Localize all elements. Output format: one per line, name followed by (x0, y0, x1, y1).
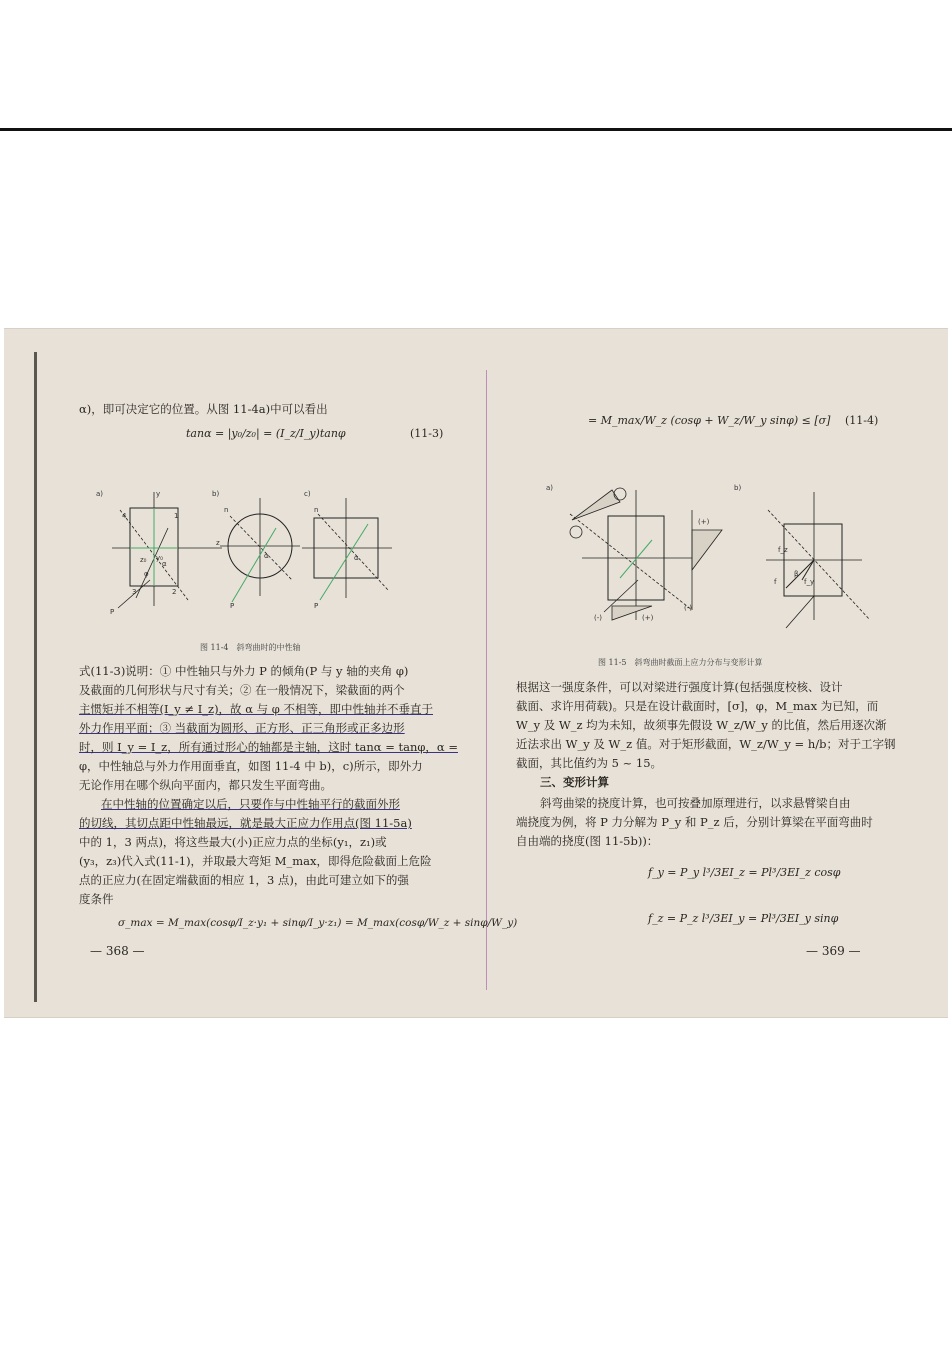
fig-label-y0: y₀ (156, 554, 163, 562)
section-heading: 三、变形计算 (540, 775, 609, 789)
fig-label-z: z (216, 539, 220, 547)
equation-11-4-number: (11-4) (845, 414, 879, 427)
figure-11-4-caption: 图 11-4 斜弯曲时的中性轴 (200, 643, 301, 652)
fig-label-4: 4 (122, 512, 127, 520)
fig-label-b: b) (212, 490, 220, 498)
left-page-number: — 368 — (90, 944, 145, 958)
fig-label-n-b: n (224, 506, 229, 514)
fig-label-n-c: n (314, 506, 319, 514)
page-fold (486, 370, 487, 990)
left-line-13: 度条件 (79, 892, 114, 906)
left-line-2: 及截面的几何形状与尺寸有关；② 在一般情况下，梁截面的两个 (79, 683, 405, 697)
fig-label-P-c: P (314, 602, 319, 610)
fig-label-1: 1 (174, 512, 179, 520)
left-line-8: 在中性轴的位置确定以后，只要作与中性轴平行的截面外形 (101, 797, 400, 811)
left-line-7: 无论作用在哪个纵向平面内，都只发生平面弯曲。 (79, 778, 332, 792)
right-line-3: 近法求出 W_y 及 W_z 值。对于矩形截面，W_z/W_y = h/b；对于工字钢 (516, 737, 896, 751)
figure-11-4 (92, 488, 452, 618)
fig5-plus-bottom: (+) (642, 614, 654, 622)
fig5-minus-right: (-) (684, 604, 692, 612)
top-rule (0, 128, 952, 131)
fig5-label-a: a) (546, 484, 554, 492)
fig5-f: f (774, 578, 777, 586)
fig-label-P: P (110, 608, 115, 616)
left-line-5: 时，则 I_y = I_z，所有通过形心的轴都是主轴，这时 tanα = tanφ，α = (79, 740, 458, 754)
fig-label-alpha-b: α (264, 552, 269, 560)
fig5-label-b: b) (734, 484, 742, 492)
fig-label-3: 3 (132, 588, 137, 596)
equation-11-3-number: (11-3) (410, 427, 444, 440)
fig5-plus-right: (+) (698, 518, 710, 526)
fig-label-alpha: α (162, 560, 167, 568)
figure-11-5-caption: 图 11-5 斜弯曲时截面上应力分布与变形计算 (598, 658, 763, 667)
fig-label-alpha-c: α (354, 554, 359, 562)
right-line2-0: 斜弯曲梁的挠度计算，也可按叠加原理进行，以求悬臂梁自由 (540, 796, 851, 810)
fig-label-P-b: P (230, 602, 235, 610)
fig5-beta: β (794, 570, 799, 578)
right-line-1: 截面、求许用荷载)。只是在设计截面时，[σ]，φ，M_max 为已知，而 (516, 699, 879, 713)
fig-label-phi: φ (144, 570, 149, 578)
left-line-0: α)，即可决定它的位置。从图 11-4a)中可以看出 (79, 402, 328, 416)
right-page-number: — 369 — (806, 944, 861, 958)
fig5-fy: f_y (804, 578, 815, 586)
equation-sigma-max: σ_max = M_max(cosφ/I_z·y₁ + sinφ/I_y·z₁) = M_max(cosφ/W_z + sinφ/W_y) (118, 917, 518, 929)
equation-fz: f_z = P_z l³/3EI_y = Pl³/3EI_y sinφ (648, 912, 839, 925)
left-line-3: 主惯矩并不相等(I_y ≠ I_z)，故 α 与 φ 不相等，即中性轴并不垂直于 (79, 702, 433, 716)
right-line2-2: 自由端的挠度(图 11-5b))： (516, 834, 659, 848)
left-line-1: 式(11-3)说明：① 中性轴只与外力 P 的倾角(P 与 y 轴的夹角 φ) (79, 664, 409, 678)
left-line-10: 中的 1，3 两点)，将这些最大(小)正应力点的坐标(y₁，z₁)或 (79, 835, 387, 849)
left-line-11: (y₃，z₃)代入式(11-1)，并取最大弯矩 M_max，即得危险截面上危险 (79, 854, 432, 868)
fig5-fz: f_z (778, 546, 788, 554)
right-line-2: W_y 及 W_z 均为未知，故须事先假设 W_z/W_y 的比值，然后用逐次渐 (516, 718, 887, 732)
right-line-0: 根据这一强度条件，可以对梁进行强度计算(包括强度校核、设计 (516, 680, 843, 694)
fig-label-2: 2 (172, 588, 177, 596)
fig-label-z0: z₀ (140, 556, 147, 564)
right-line-4: 截面，其比值约为 5 ~ 15。 (516, 756, 663, 770)
right-line2-1: 端挠度为例，将 P 力分解为 P_y 和 P_z 后，分别计算梁在平面弯曲时 (516, 815, 873, 829)
fig-label-c: c) (304, 490, 311, 498)
fig5-minus-bottom: (-) (594, 614, 602, 622)
equation-11-4: = M_max/W_z (cosφ + W_z/W_y sinφ) ≤ [σ] (588, 414, 831, 427)
equation-fy: f_y = P_y l³/3EI_z = Pl³/3EI_z cosφ (648, 866, 841, 879)
binding-edge (34, 352, 37, 1002)
figure-11-5 (542, 480, 882, 640)
fig-label-a: a) (96, 490, 104, 498)
left-line-12: 点的正应力(在固定端截面的相应 1，3 点)，由此可建立如下的强 (79, 873, 409, 887)
fig-label-y: y (156, 490, 161, 498)
left-line-9: 的切线，其切点距中性轴最远，就是最大正应力作用点(图 11-5a) (79, 816, 412, 830)
equation-11-3: tanα = |y₀/z₀| = (I_z/I_y)tanφ (186, 427, 346, 440)
left-line-6: φ，中性轴总与外力作用面垂直，如图 11-4 中 b)，c)所示，即外力 (79, 759, 423, 773)
left-line-4: 外力作用平面；③ 当截面为圆形、正方形、正三角形或正多边形 (79, 721, 405, 735)
